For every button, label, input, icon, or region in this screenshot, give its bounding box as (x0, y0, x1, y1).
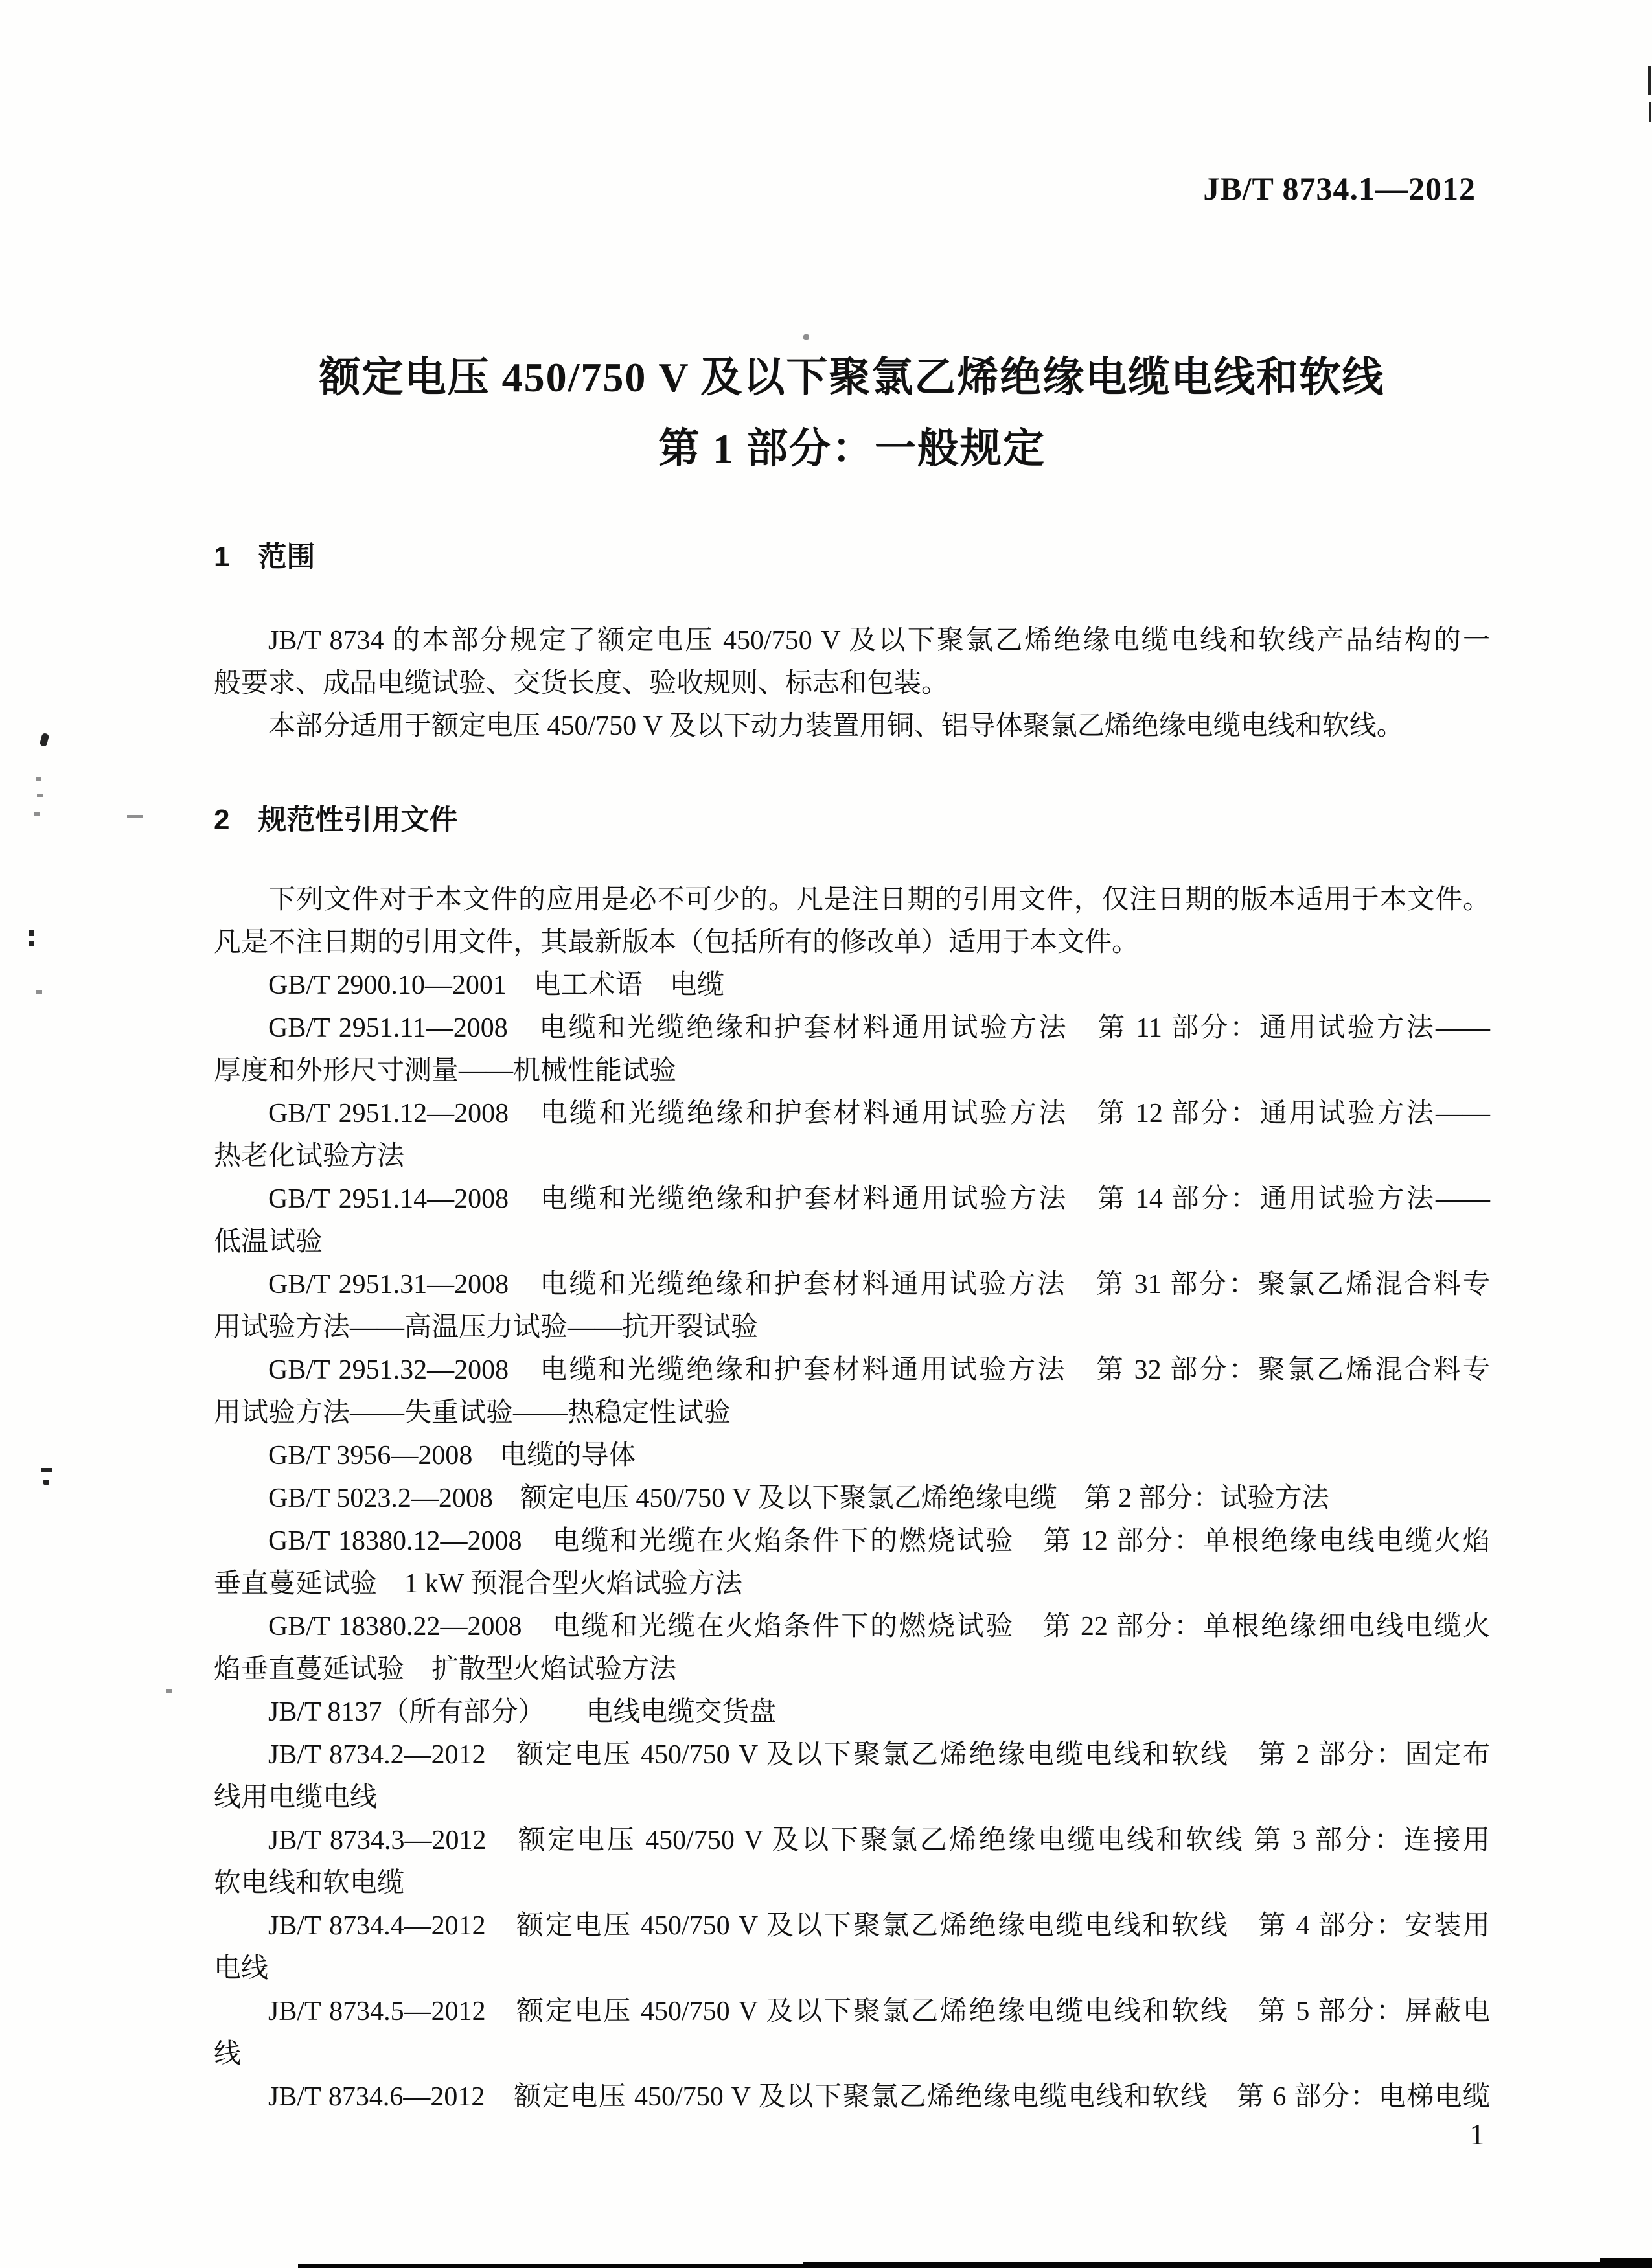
scan-artifact (37, 794, 43, 797)
reference-item (214, 1349, 1490, 1434)
reference-item (214, 1819, 1490, 1905)
reference-line: JB/T 8734.3—2012 额定电压 450/750 V 及以下聚氯乙烯绝缘电缆电线和软线 第 3 部分：连接用 (268, 1826, 1490, 1855)
reference-line: 用试验方法——失重试验——热稳定性试验 (214, 1398, 731, 1428)
standard-code: JB/T 8734.1—2012 (1203, 170, 1476, 207)
reference-line: GB/T 5023.2—2008 额定电压 450/750 V 及以下聚氯乙烯绝缘电缆 第 2 部分：试验方法 (268, 1483, 1329, 1513)
reference-line: 低温试验 (214, 1227, 323, 1257)
scan-artifact (127, 815, 143, 818)
reference-item (214, 1734, 1490, 1819)
text-line: 本部分适用于额定电压 450/750 V 及以下动力装置用铜、铝导体聚氯乙烯绝缘电缆电线和软线。 (268, 711, 1404, 741)
reference-line: GB/T 2951.14—2008 电缆和光缆绝缘和护套材料通用试验方法 第 14 部分：通用试验方法—— (268, 1184, 1490, 1214)
reference-item (214, 1990, 1490, 2076)
section-2-number: 2 (214, 804, 230, 836)
reference-line: JB/T 8137（所有部分） 电线电缆交货盘 (268, 1697, 777, 1727)
reference-item (214, 1434, 1490, 1477)
scan-artifact (1649, 102, 1651, 122)
document-title (214, 342, 1490, 485)
section-2-title: 规范性引用文件 (258, 804, 458, 836)
scan-artifact (34, 812, 40, 816)
reference-line: GB/T 2951.31—2008 电缆和光缆绝缘和护套材料通用试验方法 第 31 部分：聚氯乙烯混合料专 (268, 1270, 1490, 1300)
title-line-1: 额定电压 450/750 V 及以下聚氯乙烯绝缘电缆电线和软线 (319, 354, 1385, 400)
reference-item (214, 1092, 1490, 1178)
reference-line: GB/T 2951.12—2008 电缆和光缆绝缘和护套材料通用试验方法 第 12 部分：通用试验方法—— (268, 1099, 1490, 1128)
scan-artifact (43, 1480, 49, 1485)
reference-item (214, 964, 1490, 1007)
page-number: 1 (1469, 2118, 1485, 2151)
reference-line: JB/T 8734.5—2012 额定电压 450/750 V 及以下聚氯乙烯绝缘电缆电线和软线 第 5 部分：屏蔽电 (268, 1997, 1490, 2026)
reference-line: 垂直蔓延试验 1 kW 预混合型火焰试验方法 (214, 1569, 742, 1599)
text-line: 凡是不注日期的引用文件，其最新版本（包括所有的修改单）适用于本文件。 (214, 928, 1140, 957)
reference-item (214, 1178, 1490, 1263)
reference-line: 用试验方法——高温压力试验——抗开裂试验 (214, 1312, 759, 1342)
reference-line: 线用电缆电线 (214, 1783, 378, 1813)
text-line: 下列文件对于本文件的应用是必不可少的。凡是注日期的引用文件，仅注日期的版本适用于本文件。 (268, 885, 1490, 915)
reference-item (214, 1263, 1490, 1349)
reference-line: 焰垂直蔓延试验 扩散型火焰试验方法 (214, 1655, 677, 1684)
reference-line: GB/T 2900.10—2001 电工术语 电缆 (268, 970, 724, 1000)
scan-artifact (166, 1689, 172, 1693)
scanner-edge-bar (1600, 2258, 1652, 2268)
reference-line: JB/T 8734.6—2012 额定电压 450/750 V 及以下聚氯乙烯绝缘电缆电线和软线 第 6 部分：电梯电缆 (268, 2082, 1490, 2112)
reference-line: JB/T 8734.2—2012 额定电压 450/750 V 及以下聚氯乙烯绝缘电缆电线和软线 第 2 部分：固定布 (268, 1740, 1490, 1770)
reference-line: 厚度和外形尺寸测量——机械性能试验 (214, 1056, 677, 1086)
reference-line: JB/T 8734.4—2012 额定电压 450/750 V 及以下聚氯乙烯绝缘电缆电线和软线 第 4 部分：安装用 (268, 1911, 1490, 1941)
reference-item (214, 2076, 1490, 2118)
reference-line: GB/T 18380.22—2008 电缆和光缆在火焰条件下的燃烧试验 第 22 部分：单根绝缘细电线电缆火 (268, 1612, 1490, 1642)
references-intro (214, 878, 1490, 964)
reference-line: GB/T 18380.12—2008 电缆和光缆在火焰条件下的燃烧试验 第 12 部分：单根绝缘电线电缆火焰 (268, 1526, 1490, 1556)
reference-item (214, 1477, 1490, 1520)
reference-item (214, 1605, 1490, 1691)
reference-item (214, 1007, 1490, 1092)
document-body (214, 540, 1490, 2118)
reference-item (214, 1520, 1490, 1605)
reference-line: GB/T 2951.11—2008 电缆和光缆绝缘和护套材料通用试验方法 第 11 部分：通用试验方法—— (268, 1013, 1490, 1043)
scan-artifact (40, 733, 50, 747)
scan-artifact (1648, 66, 1651, 95)
text-line: 般要求、成品电缆试验、交货长度、验收规则、标志和包装。 (214, 669, 949, 698)
scan-artifact (41, 1468, 52, 1472)
section-1-number: 1 (214, 541, 230, 573)
scan-artifact (29, 930, 34, 936)
reference-line: GB/T 3956—2008 电缆的导体 (268, 1441, 636, 1471)
reference-line: GB/T 2951.32—2008 电缆和光缆绝缘和护套材料通用试验方法 第 32 部分：聚氯乙烯混合料专 (268, 1355, 1490, 1385)
scan-artifact (36, 990, 42, 994)
scan-artifact (803, 334, 809, 340)
reference-line: 电线 (214, 1954, 269, 1984)
section-1-heading (214, 540, 1490, 574)
scanner-edge-bar (803, 2262, 1652, 2268)
reference-line: 线 (214, 2039, 242, 2069)
section-1-title: 范围 (258, 541, 315, 573)
scan-artifact (36, 777, 41, 781)
reference-line: 热老化试验方法 (214, 1141, 405, 1171)
section-2-heading (214, 803, 1490, 837)
text-line: JB/T 8734 的本部分规定了额定电压 450/750 V 及以下聚氯乙烯绝缘电缆电线和软线产品结构的一 (268, 626, 1490, 656)
scope-paragraph-1 (214, 619, 1490, 705)
scope-paragraph-2 (214, 705, 1490, 748)
title-line-2: 第 1 部分：一般规定 (658, 426, 1046, 472)
scan-artifact (29, 941, 34, 946)
reference-item (214, 1905, 1490, 1990)
reference-item (214, 1691, 1490, 1734)
reference-line: 软电线和软电缆 (214, 1868, 405, 1898)
